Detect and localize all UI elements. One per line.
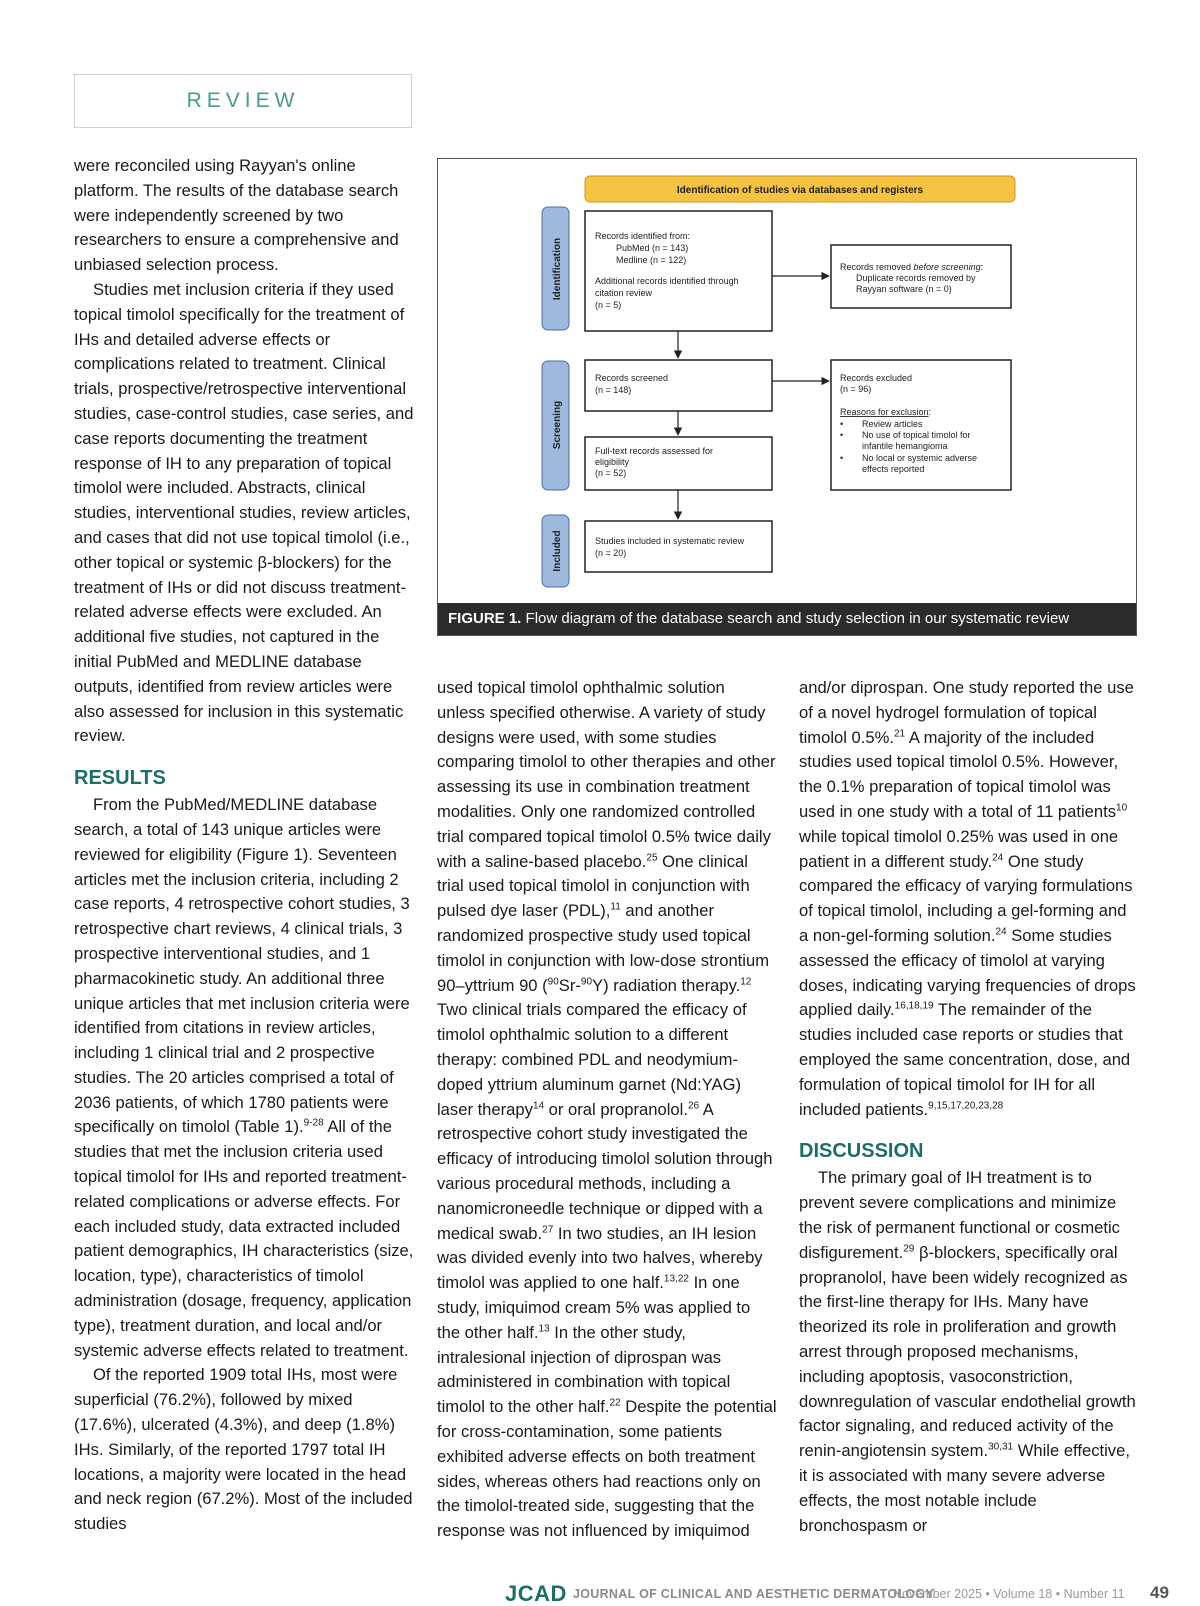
prisma-flow-diagram (438, 159, 1138, 605)
box-text: eligibility (595, 457, 630, 467)
box-text: PubMed (n = 143) (616, 243, 689, 253)
citation: 9,15,17,20,23,28 (928, 1100, 1004, 1112)
citation: 13,22 (663, 1273, 689, 1285)
page-footer (0, 1581, 1200, 1606)
citation: 10 (1116, 802, 1128, 814)
results-heading: RESULTS (74, 767, 166, 790)
studies-included-box (585, 521, 772, 572)
column-3 (799, 676, 1139, 1538)
bullet: • (840, 430, 844, 440)
box-text: citation review (595, 288, 653, 298)
citation: 14 (532, 1100, 545, 1112)
isotope: 90 (580, 976, 593, 988)
issue-info: November 2025 • Volume 18 • Number 11 (893, 1587, 1125, 1601)
box-text: Review articles (862, 419, 923, 429)
citation: 26 (687, 1100, 700, 1112)
phase-identification-label: Identification (552, 237, 563, 301)
box-text: No use of topical timolol for (862, 430, 971, 440)
box-text: (n = 148) (595, 385, 632, 395)
isotope: 90 (547, 976, 559, 988)
paragraph: used topical timolol ophthalmic solution unless specified otherwise. A variety of study designs were used, with some studies comparing timolol to other therapies and other assessing its use in combination treatment modalities. Only one randomized controlled trial compared topical timolol 0.5% twice daily with a saline-based placebo.$^{25}$ One clinical trial used topical timolol in conjunction with pulsed dye laser (PDL),$^{11}$ and another randomized prospective study used topical timolol in conjunction with low-dose strontium 90–yttrium 90 ($^{90}$Sr-$^{90}$Y) radiation therapy.$^{12}$ Two clinical trials compared the efficacy of timolol ophthalmic solution to a different therapy: combined PDL and neodymium-doped yttrium aluminum garnet (Nd:YAG) laser therapy$^{14}$ or oral propranolol.$^{26}$ A retrospective cohort study investigated the efficacy of introducing timolol solution through various procedural methods, including a nanomicroneedle technique or dipped with a medical swab.$^{27}$ In two studies, an IH lesion was divided evenly into two halves, whereby timolol was applied to one half.$^{13,22}$ In one study, imiquimod cream 5% was applied to the other half.$^{13}$ In the other study, intralesional injection of diprospan was administered in combination with topical timolol to the other half.$^{22}$ Despite the potential for cross-contamination, some patients exhibited adverse effects on both treatment sides, whereas others had reactions only on the timolol-treated side, suggesting that the response was not influenced by imiquimod (437, 678, 777, 1541)
box-text: effects reported (862, 464, 925, 474)
discussion-heading: DISCUSSION (799, 1140, 924, 1163)
box-text: Rayyan software (n = 0) (856, 284, 952, 294)
citation: 21 (894, 728, 906, 740)
paragraph: Of the reported 1909 total IHs, most were superficial (76.2%), followed by mixed (17.6%), ulcerated (4.3%), and deep (1.8%) IHs. Similarly, of the reported 1797 total IH locations, a majority were located in the head and neck region (67.2%). Most of the included studies (74, 1365, 413, 1534)
citation: 13 (538, 1323, 550, 1335)
citation: 12 (740, 976, 752, 988)
box-text: Studies included in systematic review (595, 536, 745, 546)
box-text: (n = 52) (595, 468, 627, 478)
column-1 (74, 154, 414, 1537)
banner-text: Identification of studies via databases and registers (676, 185, 924, 196)
citation: 16,18,19 (894, 1000, 934, 1012)
paragraph: were reconciled using Rayyan's online platform. The results of the database search were independently screened by two researchers to ensure a comprehensive and unbiased selection process. (74, 156, 399, 275)
citation: 30,31 (988, 1441, 1014, 1453)
journal-name: JOURNAL OF CLINICAL AND AESTHETIC DERMATOLOGY (573, 1587, 934, 1601)
column-2 (437, 676, 777, 1544)
citation: 29 (903, 1243, 915, 1255)
phase-screening-label: Screening (552, 400, 563, 450)
paragraph: Studies met inclusion criteria if they used topical timolol specifically for the treatment of IHs and detailed adverse effects or complications related to treatment. Clinical trials, prospective/retrospective interventional studies, case-control studies, case series, and case reports documenting the treatment response of IH to any preparation of topical timolol were included. Abstracts, clinical studies, interventional studies, review articles, and cases that did not use topical timolol (i.e., other topical or systemic β-blockers) for the treatment of IHs or did not discuss treatment-related adverse effects were excluded. An additional five studies, not captured in the initial PubMed and MEDLINE database outputs, identified from review articles were also assessed for inclusion in this systematic review. (74, 279, 414, 746)
citation: 25 (646, 852, 658, 864)
citation: 22 (609, 1397, 621, 1409)
box-text: (n = 96) (840, 384, 872, 394)
section-label: REVIEW (74, 74, 412, 128)
box-text: Records excluded (840, 373, 913, 383)
box-text: infantile hemangioma (862, 441, 948, 451)
citation: 24 (992, 852, 1004, 864)
paragraph: and/or diprospan. One study reported the use of a novel hydrogel formulation of topical timolol 0.5%.$^{21}$ A majority of the included studies used topical timolol 0.5%. However, the 0.1% preparation of topical timolol was used in one study with a total of 11 patients$^{10}$ while topical timolol 0.25% was used in one patient in a different study.$^{24}$ One study compared the efficacy of varying formulations of topical timolol, including a gel-forming and a non-gel-forming solution.$^{24}$ Some studies assessed the efficacy of timolol at varying doses, indicating varying frequencies of drops applied daily.$^{16,18,19}$ The remainder of the studies included case reports or studies that employed the same concentration, dose, and formulation of topical timolol for IH for all included patients.$^{9,15,17,20,23,28}$ (799, 678, 1136, 1119)
box-text: Duplicate records removed by (856, 273, 976, 283)
figure-caption: FIGURE 1. Flow diagram of the database search and study selection in our systematic review (438, 603, 1136, 635)
figure-1 (437, 158, 1137, 636)
citation: 9-28 (303, 1117, 324, 1129)
box-text: No local or systemic adverse (862, 453, 978, 463)
journal-logo: JCAD (505, 1581, 567, 1606)
bullet: • (840, 453, 844, 463)
citation: 27 (542, 1224, 554, 1235)
box-text: Medline (n = 122) (616, 255, 687, 265)
paragraph: From the PubMed/MEDLINE database search, a total of 143 unique articles were reviewed for eligibility (Figure 1). Seventeen articles met the inclusion criteria, including 2 case reports, 4 retrospective cohort studies, 3 retrospective chart reviews, 4 clinical trials, 3 prospective interventional studies, and 1 pharmacokinetic study. An additional three unique articles that met inclusion criteria were identified from citations in review articles, including 1 clinical trial and 2 prospective studies. The 20 articles comprised a total of 2036 patients, of which 1780 patients were specifically on timolol (Table 1).$^{9-28}$ All of the studies that met the inclusion criteria used topical timolol for IHs and reported treatment-related complications or adverse effects. For each included study, data extracted included patient demographics, IH characteristics (size, location, type), characteristics of timolol administration (dosage, frequency, application type), treatment duration, and local and/or systemic adverse effects related to treatment. (74, 795, 414, 1360)
page-number: 49 (1150, 1583, 1169, 1602)
box-text: (n = 20) (595, 548, 627, 558)
box-text: Records screened (595, 373, 669, 383)
box-text: Additional records identified through (595, 276, 739, 286)
box-text: Full-text records assessed for (595, 446, 714, 456)
box-text: (n = 5) (595, 300, 622, 310)
records-identified-box (585, 211, 772, 331)
box-text: Records identified from: (595, 231, 691, 241)
bullet: • (840, 419, 844, 429)
box-text: Records removed before screening: (840, 262, 984, 272)
citation: 24 (995, 926, 1007, 938)
citation: 11 (610, 901, 621, 913)
paragraph: The primary goal of IH treatment is to prevent severe complications and minimize the risk of permanent functional or cosmetic disfigurement.$^{29}$ β-blockers, specifically oral propranolol, have been widely recognized as the first-line therapy for IHs. Many have theorized its role in proliferation and growth arrest through proposed mechanisms, including apoptosis, vasoconstriction, downregulation of vascular endothelial growth factor signaling, and reduced activity of the renin-angiotensin system.$^{30,31}$ While effective, it is associated with many severe adverse effects, the most notable include bronchospasm or (799, 1168, 1136, 1535)
box-text: Reasons for exclusion: (840, 407, 932, 417)
phase-included-label: Included (552, 530, 563, 572)
